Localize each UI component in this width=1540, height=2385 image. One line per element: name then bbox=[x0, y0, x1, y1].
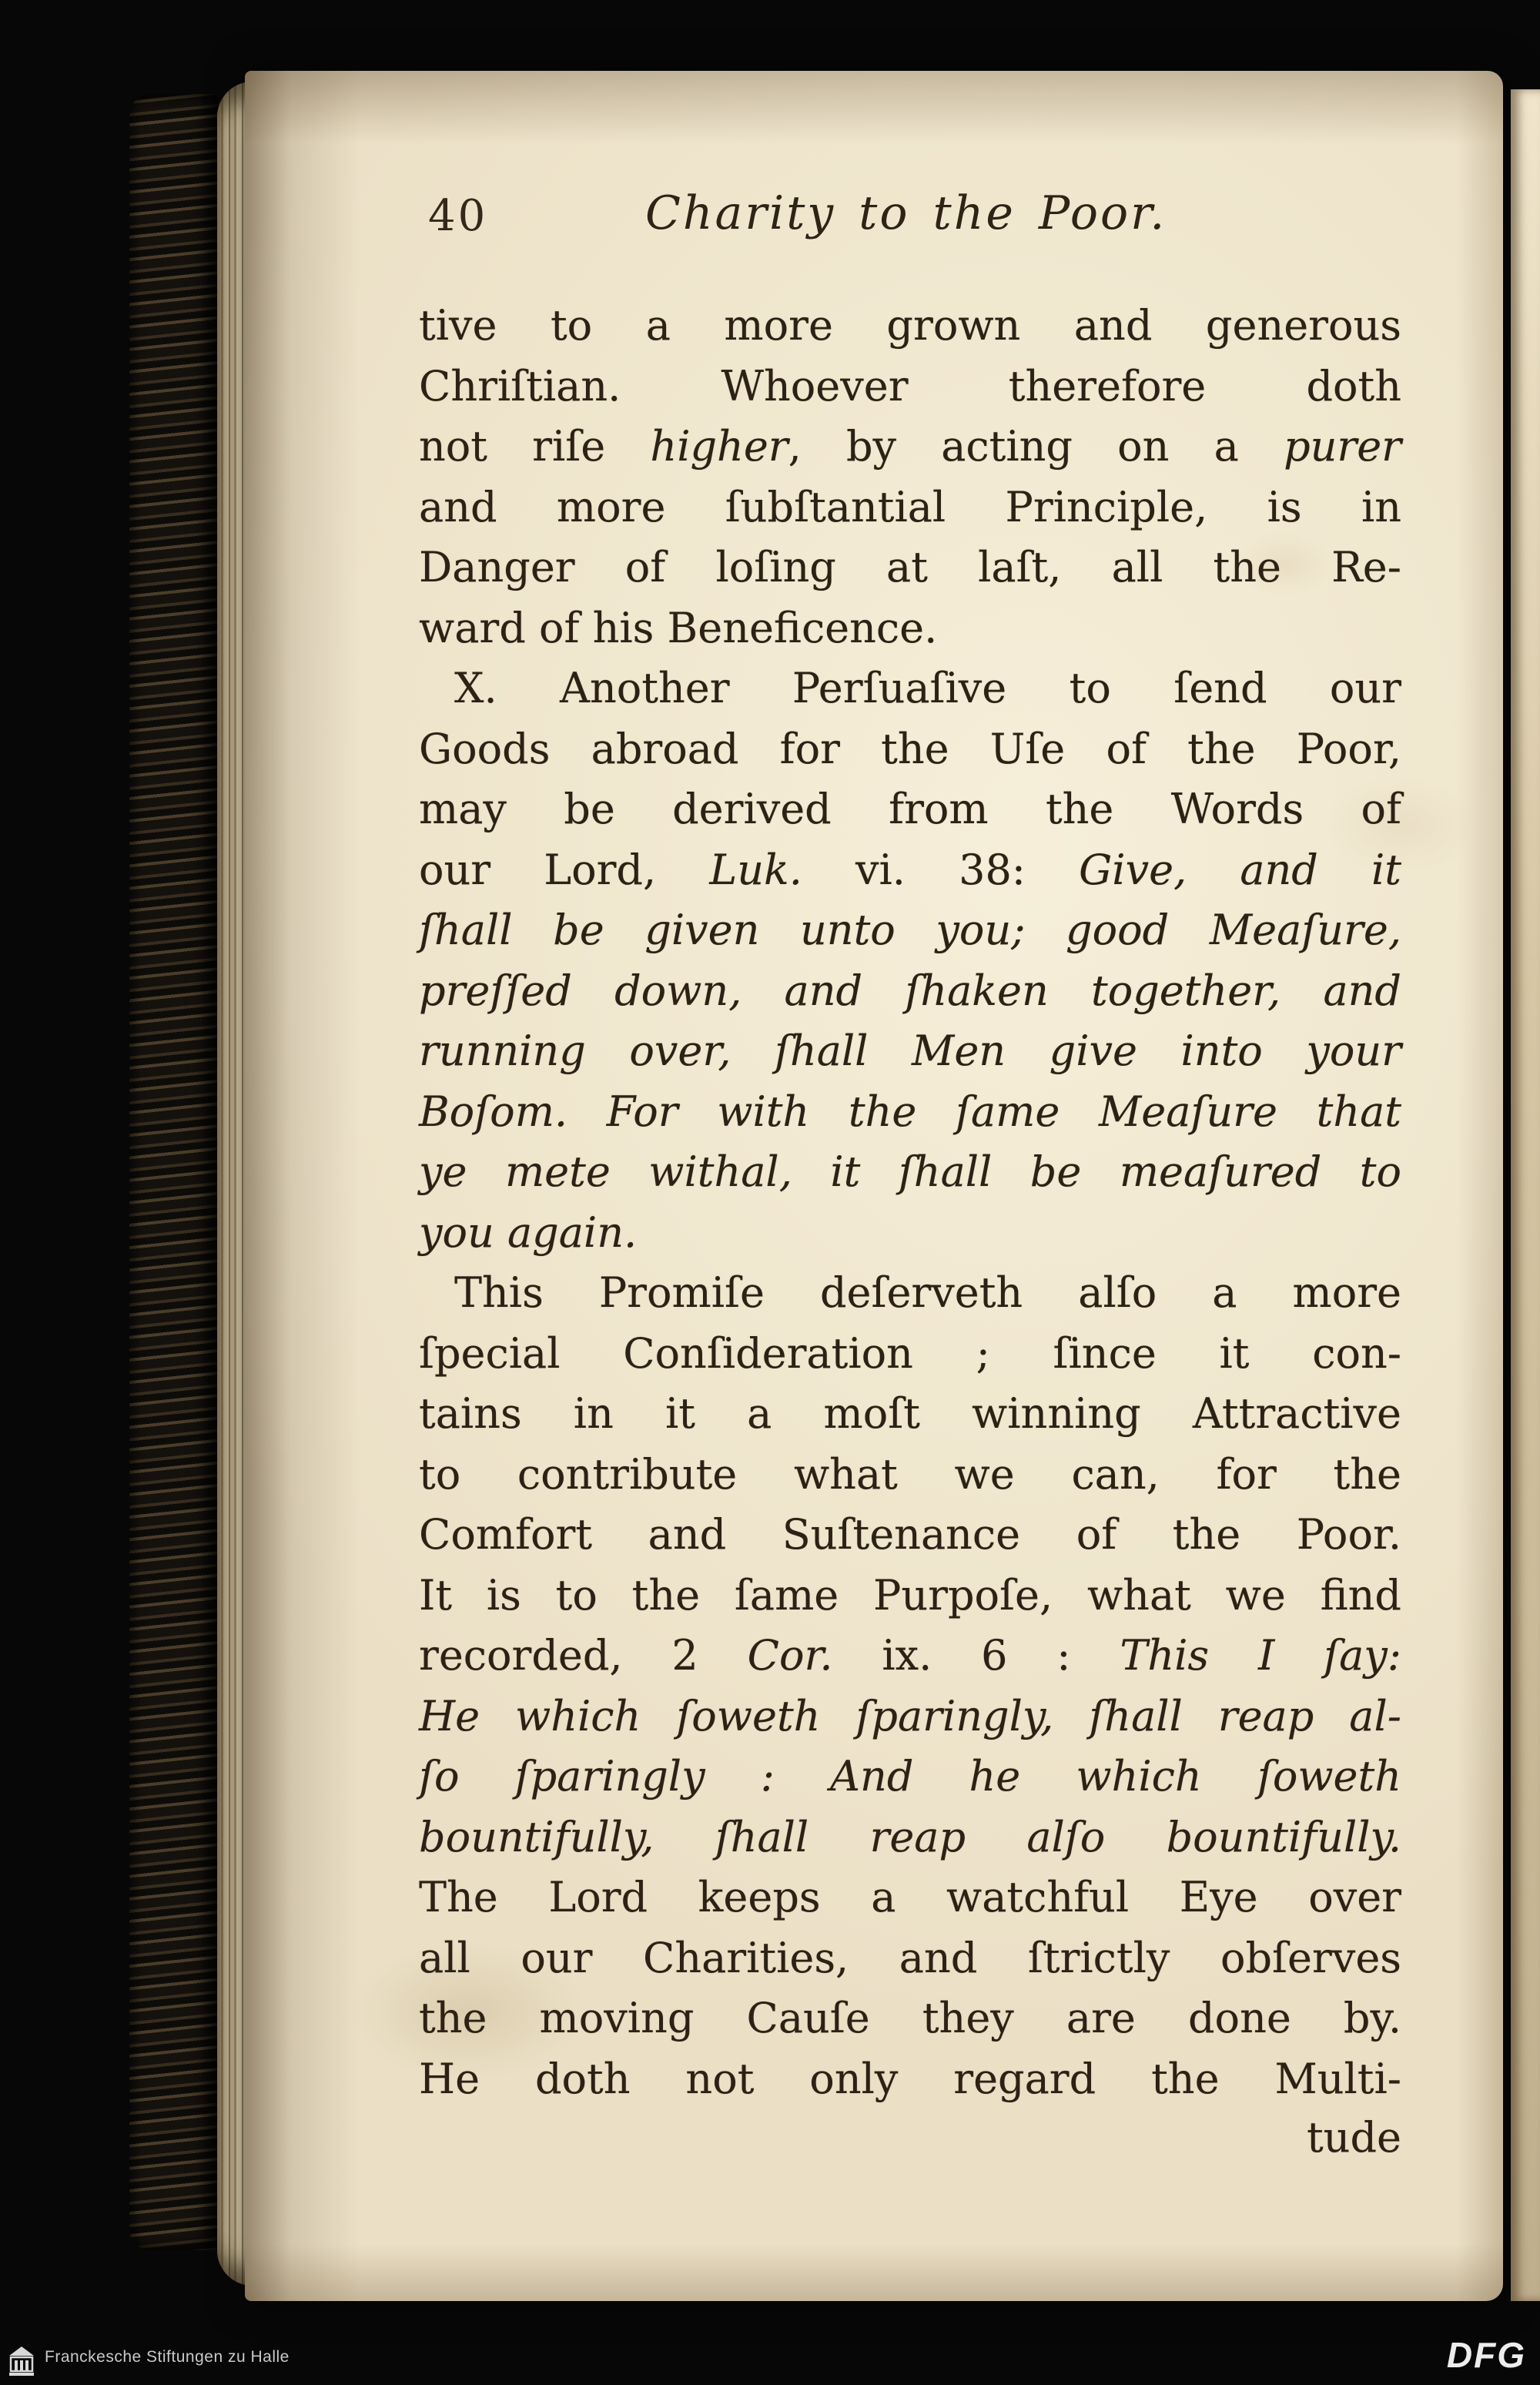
text-line bbox=[419, 1445, 1401, 1506]
text-segment-italic: purer bbox=[1284, 422, 1401, 471]
text-segment: ix. 6 : bbox=[832, 1631, 1120, 1680]
text-segment: the moving Cauſe they are done by. bbox=[419, 1994, 1401, 2042]
running-header: Charity to the Poor. bbox=[645, 186, 1167, 240]
library-name: Franckesche Stiftungen zu Halle bbox=[45, 2348, 290, 2366]
text-segment: This Promiſe deſerveth alſo a more bbox=[454, 1268, 1401, 1317]
text-line bbox=[419, 1505, 1401, 1566]
text-line bbox=[419, 1082, 1401, 1143]
text-segment-italic: ſo ſparingly : And he which ſoweth bbox=[419, 1752, 1401, 1800]
text-segment: recorded, 2 bbox=[419, 1631, 748, 1680]
text-segment: ward of his Beneficence. bbox=[419, 603, 938, 652]
text-line bbox=[419, 1142, 1401, 1203]
text-segment-italic: Boſom. For with the ſame Meaſure that bbox=[419, 1087, 1401, 1136]
text-line bbox=[419, 598, 1401, 659]
text-line bbox=[419, 296, 1401, 357]
text-line bbox=[419, 1747, 1401, 1807]
text-segment: all our Charities, and ſtrictly obſerves bbox=[419, 1933, 1401, 1982]
text-segment: tive to a more grown and generous bbox=[419, 301, 1401, 350]
text-segment: The Lord keeps a watchful Eye over bbox=[419, 1873, 1401, 1921]
text-segment: tains in it a moſt winning Attractive bbox=[419, 1389, 1401, 1438]
text-segment-italic: This I ſay: bbox=[1120, 1631, 1401, 1680]
text-segment-italic: He which ſoweth ſparingly, ſhall reap al- bbox=[419, 1691, 1401, 1740]
text-line bbox=[419, 357, 1401, 417]
text-line bbox=[419, 900, 1401, 961]
text-line bbox=[419, 1384, 1401, 1445]
text-line bbox=[419, 658, 1401, 719]
text-segment-italic: you again. bbox=[419, 1208, 638, 1257]
text-line bbox=[419, 417, 1401, 477]
text-segment: not riſe bbox=[419, 422, 651, 471]
text-segment-italic: ſhall be given unto you; good Meaſure, bbox=[419, 906, 1401, 954]
text-segment-italic: running over, ſhall Men give into your bbox=[419, 1027, 1401, 1075]
text-segment: He doth not only regard the Multi- bbox=[419, 2054, 1401, 2103]
text-segment-italic: Luk. bbox=[709, 845, 802, 894]
text-line bbox=[419, 719, 1401, 780]
text-segment: Comfort and Suſtenance of the Poor. bbox=[419, 1510, 1401, 1559]
text-line bbox=[419, 779, 1401, 840]
text-segment: and more ſubſtantial Principle, is in bbox=[419, 482, 1401, 531]
text-segment: ſpecial Conſideration ; ſince it con- bbox=[419, 1328, 1401, 1378]
dfg-logo: DFG bbox=[1446, 2335, 1526, 2375]
text-segment-italic: higher bbox=[650, 422, 788, 471]
library-logo-icon bbox=[8, 2345, 35, 2377]
text-segment-italic: preſſed down, and ſhaken together, and bbox=[419, 966, 1401, 1015]
text-line bbox=[419, 1021, 1401, 1082]
text-segment: Danger of loſing at laſt, all the Re- bbox=[419, 543, 1401, 591]
text-segment-italic: ye mete withal, it ſhall be meaſured to bbox=[419, 1147, 1401, 1196]
text-line bbox=[419, 961, 1401, 1022]
adjacent-page-edge bbox=[1511, 89, 1540, 2301]
page-text bbox=[419, 296, 1401, 2109]
text-line bbox=[419, 1566, 1401, 1626]
text-segment: Chriſtian. Whoever therefore doth bbox=[419, 361, 1401, 410]
text-segment: to contribute what we can, for the bbox=[419, 1449, 1401, 1499]
text-segment-italic: bountifully, ſhall reap alſo bountifully. bbox=[419, 1812, 1401, 1861]
text-segment: our Lord, bbox=[419, 845, 710, 894]
text-segment-italic: Give, and it bbox=[1079, 845, 1401, 894]
catchword: tude bbox=[1306, 2113, 1401, 2162]
text-line bbox=[419, 1203, 1401, 1264]
text-line bbox=[419, 1988, 1401, 2049]
book-page bbox=[245, 71, 1503, 2301]
text-line bbox=[419, 1324, 1401, 1385]
text-line bbox=[419, 1626, 1401, 1687]
text-line bbox=[419, 538, 1401, 598]
text-segment: X. Another Perſuaſive to ſend our bbox=[454, 664, 1401, 712]
text-line bbox=[419, 477, 1401, 538]
text-line bbox=[419, 1263, 1401, 1324]
text-line bbox=[419, 1928, 1401, 1989]
text-line bbox=[419, 1687, 1401, 1747]
text-segment: Goods abroad for the Uſe of the Poor, bbox=[419, 724, 1401, 773]
text-line bbox=[419, 1807, 1401, 1868]
text-segment: may be derived from the Words of bbox=[419, 785, 1401, 833]
text-line bbox=[419, 2049, 1401, 2110]
text-segment: It is to the ſame Purpoſe, what we find bbox=[419, 1570, 1401, 1620]
text-segment: vi. 38: bbox=[802, 845, 1080, 894]
text-line bbox=[419, 840, 1401, 901]
text-segment-italic: Cor. bbox=[747, 1631, 833, 1680]
text-line bbox=[419, 1867, 1401, 1928]
page-number: 40 bbox=[428, 191, 488, 241]
text-segment: , by acting on a bbox=[788, 422, 1284, 471]
book-binding bbox=[129, 94, 219, 2250]
viewer-footer bbox=[0, 2336, 1540, 2385]
